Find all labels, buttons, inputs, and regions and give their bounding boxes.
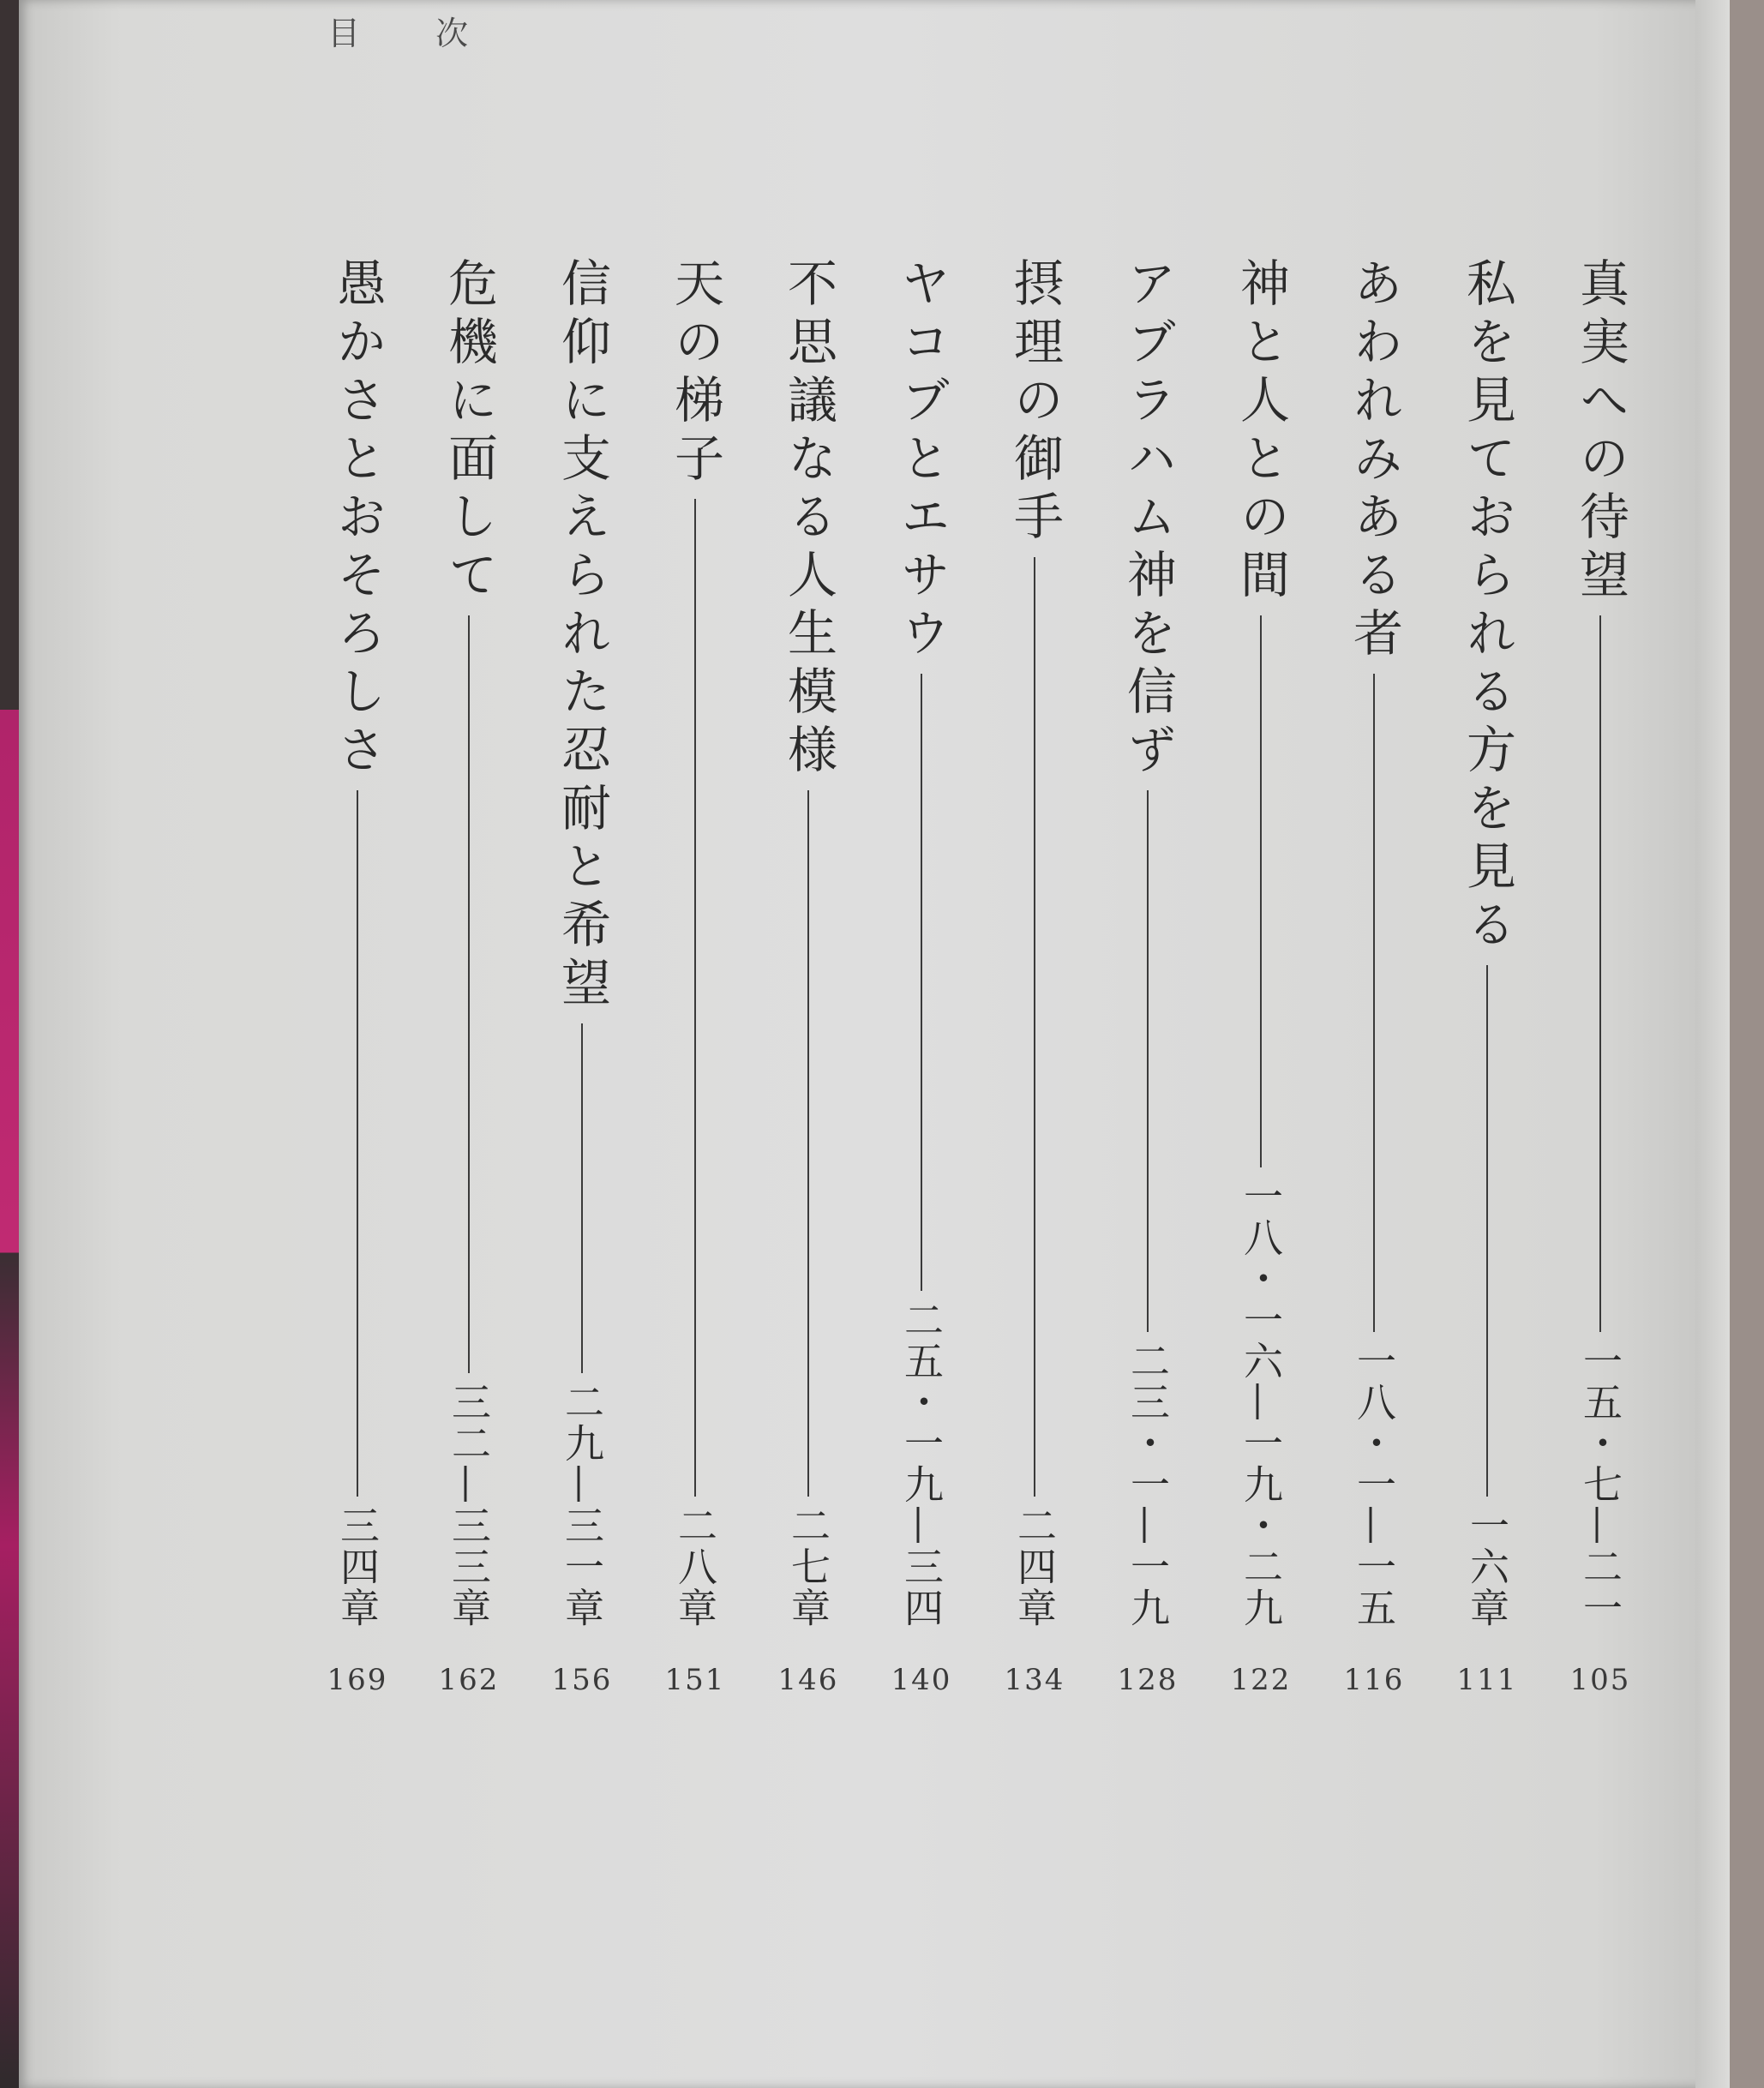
leader-line [468, 615, 470, 1373]
toc-entry-column [761, 257, 855, 1629]
page-edge [1695, 0, 1730, 2088]
page-number: 162 [438, 1663, 500, 1697]
chapter-reference: 二四章 [1011, 1505, 1058, 1629]
toc-entry [535, 257, 629, 1766]
chapter-reference: 二七章 [785, 1505, 831, 1629]
leader-line [1599, 615, 1601, 1332]
toc-entry [1214, 257, 1308, 1766]
toc-entry-column [648, 257, 742, 1629]
page-number: 156 [551, 1663, 613, 1697]
entry-title: 真実への待望 [1571, 257, 1629, 607]
page-number: 146 [777, 1663, 839, 1697]
book-page [19, 0, 1730, 2088]
entry-title: 不思議なる人生模様 [779, 257, 837, 782]
chapter-reference: 二五・一九—三四 [898, 1299, 945, 1629]
toc-entry [1440, 257, 1534, 1766]
page-number: 111 [1456, 1663, 1518, 1697]
entry-title: 私を見ておられる方を見る [1458, 257, 1516, 957]
table-of-contents [310, 257, 1647, 1766]
entry-title: 神と人との間 [1232, 257, 1290, 607]
toc-entry-column [310, 257, 405, 1629]
chapter-reference: 一八・一六—一九・二九 [1238, 1176, 1284, 1629]
entry-title: 信仰に支えられた忍耐と希望 [553, 257, 611, 1015]
entry-title: 天の梯子 [666, 257, 724, 490]
leader-line [1373, 674, 1375, 1332]
page-number: 122 [1230, 1663, 1292, 1697]
toc-entry [987, 257, 1082, 1766]
toc-entry-column [535, 257, 629, 1629]
toc-entry [422, 257, 516, 1766]
page-number: 169 [327, 1663, 388, 1697]
toc-entry [1553, 257, 1647, 1766]
leader-line [1147, 790, 1149, 1332]
page-number: 140 [891, 1663, 952, 1697]
leader-line [357, 790, 358, 1497]
toc-entry [1327, 257, 1421, 1766]
page-number: 116 [1343, 1663, 1405, 1697]
entry-title: 摂理の御手 [1005, 257, 1064, 549]
chapter-reference: 三四章 [334, 1505, 381, 1629]
page-number: 105 [1569, 1663, 1631, 1697]
entry-title: あわれみある者 [1345, 257, 1403, 665]
toc-entry-column [1101, 257, 1195, 1629]
leader-line [581, 1023, 583, 1373]
entry-title: アブラハム神を信ず [1119, 257, 1177, 782]
toc-entry [1101, 257, 1195, 1766]
chapter-reference: 二九—三一章 [559, 1382, 605, 1629]
page-number: 134 [1004, 1663, 1065, 1697]
chapter-reference: 一五・七—二一 [1577, 1341, 1623, 1629]
leader-line [921, 674, 922, 1291]
toc-entry [648, 257, 742, 1766]
toc-entry-column [422, 257, 516, 1629]
entry-title: ヤコブとエサウ [892, 257, 951, 665]
chapter-reference: 一六章 [1464, 1505, 1510, 1629]
leader-line [1260, 615, 1262, 1167]
toc-entry-column [1440, 257, 1534, 1629]
toc-entry-column [987, 257, 1082, 1629]
leader-line [807, 790, 809, 1497]
toc-entry [874, 257, 969, 1766]
entry-title: 危機に面して [440, 257, 498, 607]
toc-entry [310, 257, 405, 1766]
leader-line [1486, 965, 1488, 1497]
toc-entry-column [874, 257, 969, 1629]
page-number: 151 [664, 1663, 726, 1697]
toc-entry [761, 257, 855, 1766]
toc-entry-column [1553, 257, 1647, 1629]
leader-line [694, 499, 696, 1497]
chapter-reference: 一八・一—一五 [1351, 1341, 1397, 1629]
entry-title: 愚かさとおそろしさ [328, 257, 387, 782]
chapter-reference: 三二—三三章 [446, 1382, 492, 1629]
toc-entry-column [1327, 257, 1421, 1629]
toc-entry-column [1214, 257, 1308, 1629]
page-title: 目 次 [327, 15, 501, 52]
chapter-reference: 二三・一—一九 [1125, 1341, 1171, 1629]
chapter-reference: 二八章 [672, 1505, 718, 1629]
page-number: 128 [1117, 1663, 1179, 1697]
leader-line [1034, 557, 1035, 1497]
